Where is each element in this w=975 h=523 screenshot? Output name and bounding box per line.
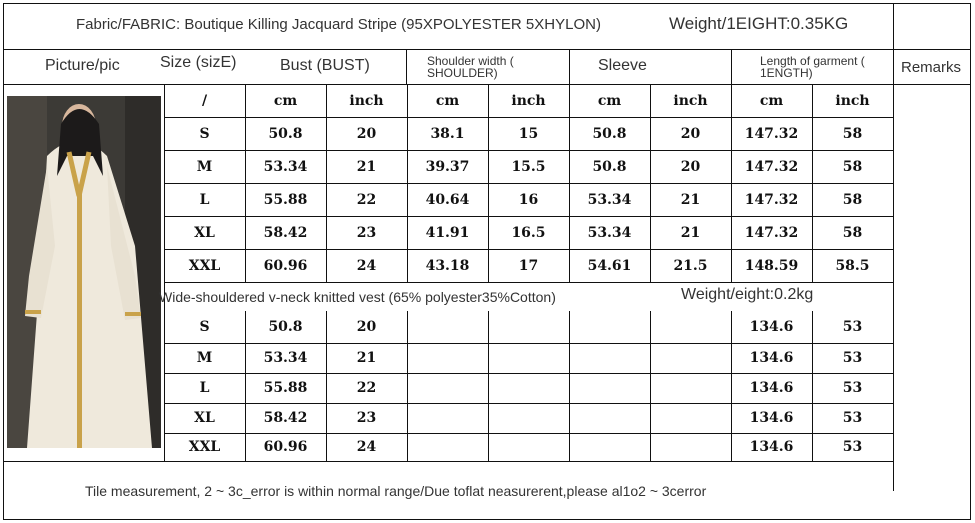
table-cell: 53 [842, 350, 863, 366]
table-cell: 20 [680, 158, 701, 175]
table-cell: 53.34 [587, 224, 632, 241]
table-cell: 39.37 [425, 158, 470, 175]
table-cell: 21 [356, 158, 377, 175]
border-left [3, 3, 4, 520]
size-cell: M [196, 350, 213, 366]
table-cell: 20 [356, 319, 377, 335]
table-cell [488, 343, 569, 373]
border-top [3, 3, 971, 4]
table-cell: 53.34 [263, 158, 308, 175]
table-cell [488, 403, 569, 433]
table-cell: 41.91 [425, 224, 470, 241]
table-cell: 53 [842, 439, 863, 455]
weight-label: Weight/1EIGHT:0.35KG [669, 14, 849, 33]
table-cell: 21 [356, 350, 377, 366]
table-cell: 147.32 [744, 158, 799, 175]
measurement-note: Tile measurement, 2 ~ 3c_error is within normal range/Due toflat neasurerent,please al1o2 ~ 3cerror [85, 483, 707, 499]
size-cell: S [199, 319, 210, 335]
table-cell [407, 403, 488, 433]
table-cell: 58 [842, 191, 863, 208]
unit-header: cm [435, 92, 460, 109]
table-cell [488, 433, 569, 461]
table-cell: 55.88 [263, 191, 308, 208]
table-cell [650, 373, 731, 403]
col-remarks: Remarks [901, 59, 962, 76]
table-cell: 20 [356, 125, 377, 142]
table-cell: 147.32 [744, 191, 799, 208]
table-cell [650, 433, 731, 461]
col-sleeve: Sleeve [598, 57, 647, 74]
col-picture: Picture/pic [45, 57, 120, 74]
unit-header: cm [597, 92, 622, 109]
size-cell: S [199, 125, 210, 142]
table-cell: 58 [842, 158, 863, 175]
table-cell [488, 373, 569, 403]
table-cell: 21 [680, 191, 701, 208]
table-cell: 53 [842, 380, 863, 396]
table-cell: 54.61 [587, 257, 632, 274]
border-right [970, 3, 971, 520]
table-cell: 16.5 [511, 224, 546, 241]
vest-weight: Weight/eight:0.2kg [681, 286, 814, 303]
table-cell: 148.59 [744, 257, 799, 274]
table-cell [650, 343, 731, 373]
table-cell: 58.42 [263, 224, 308, 241]
unit-header: cm [759, 92, 784, 109]
table-cell: 38.1 [430, 125, 465, 142]
table-cell: 134.6 [749, 350, 794, 366]
size-cell: L [199, 380, 210, 396]
table-cell: 15.5 [511, 158, 546, 175]
remarks-divider [893, 3, 894, 491]
col-length: Length of garment ( 1ENGTH) [760, 54, 865, 80]
table-cell: 55.88 [263, 380, 308, 396]
table-cell [569, 403, 650, 433]
table-cell: 50.8 [268, 319, 303, 335]
table-cell: 134.6 [749, 380, 794, 396]
row-line [164, 282, 893, 283]
table-cell: 60.96 [263, 257, 308, 274]
col-shoulder: Shoulder width ( SHOULDER) [427, 54, 514, 80]
table-cell [407, 373, 488, 403]
unit-header: inch [349, 92, 384, 109]
border-bottom [3, 519, 971, 520]
table-cell [407, 343, 488, 373]
table-cell: 50.8 [592, 125, 627, 142]
table-cell: 17 [518, 257, 539, 274]
unit-header: inch [511, 92, 546, 109]
table-cell: 58.42 [263, 410, 308, 426]
size-cell: M [196, 158, 213, 175]
vest-title: Wide-shouldered v-neck knitted vest (65% polyester35%Cotton) [159, 289, 556, 305]
unit-header: inch [673, 92, 708, 109]
unit-header: / [201, 92, 208, 109]
table-cell: 24 [356, 257, 377, 274]
table-cell: 50.8 [592, 158, 627, 175]
table-cell [488, 311, 569, 343]
table-cell: 21.5 [673, 257, 708, 274]
col-size: Size (sizE) [160, 54, 237, 71]
table-cell: 43.18 [425, 257, 470, 274]
table-cell: 24 [356, 439, 377, 455]
table-cell [407, 311, 488, 343]
hdr-sep-3 [731, 49, 732, 84]
size-cell: XXL [188, 439, 221, 455]
table-cell: 53.34 [263, 350, 308, 366]
table-cell: 22 [356, 191, 377, 208]
table-cell: 16 [518, 191, 539, 208]
size-cell: XXL [188, 257, 221, 274]
table-cell [650, 403, 731, 433]
table-cell [569, 311, 650, 343]
row-line [164, 461, 893, 462]
unit-header: inch [835, 92, 870, 109]
table-cell: 20 [680, 125, 701, 142]
table-cell [407, 433, 488, 461]
table-cell: 58 [842, 224, 863, 241]
size-cell: XL [194, 224, 215, 241]
table-cell: 53 [842, 319, 863, 335]
unit-header: cm [273, 92, 298, 109]
col-bust: Bust (BUST) [280, 57, 370, 74]
table-cell: 58.5 [835, 257, 870, 274]
table-cell: 50.8 [268, 125, 303, 142]
table-cell: 53 [842, 410, 863, 426]
table-cell: 58 [842, 125, 863, 142]
table-cell: 147.32 [744, 125, 799, 142]
hdr-sep-2 [569, 49, 570, 84]
table-cell: 134.6 [749, 439, 794, 455]
table-cell: 23 [356, 410, 377, 426]
table-cell [569, 433, 650, 461]
table-cell [569, 373, 650, 403]
table-cell: 134.6 [749, 319, 794, 335]
table-cell: 22 [356, 380, 377, 396]
table-cell [569, 343, 650, 373]
size-cell: L [199, 191, 210, 208]
table-cell: 15 [518, 125, 539, 142]
size-cell: XL [194, 410, 215, 426]
table-cell: 23 [356, 224, 377, 241]
table-cell: 21 [680, 224, 701, 241]
table-cell [650, 311, 731, 343]
product-photo [7, 96, 161, 448]
table-cell: 134.6 [749, 410, 794, 426]
table-cell: 147.32 [744, 224, 799, 241]
header-divider [3, 49, 971, 50]
table-cell: 40.64 [425, 191, 470, 208]
table-cell: 53.34 [587, 191, 632, 208]
hdr-sep-1 [406, 49, 407, 84]
table-cell: 60.96 [263, 439, 308, 455]
fabric-title: Fabric/FABRIC: Boutique Killing Jacquard Stripe (95XPOLYESTER 5XHYLON) [76, 16, 601, 33]
